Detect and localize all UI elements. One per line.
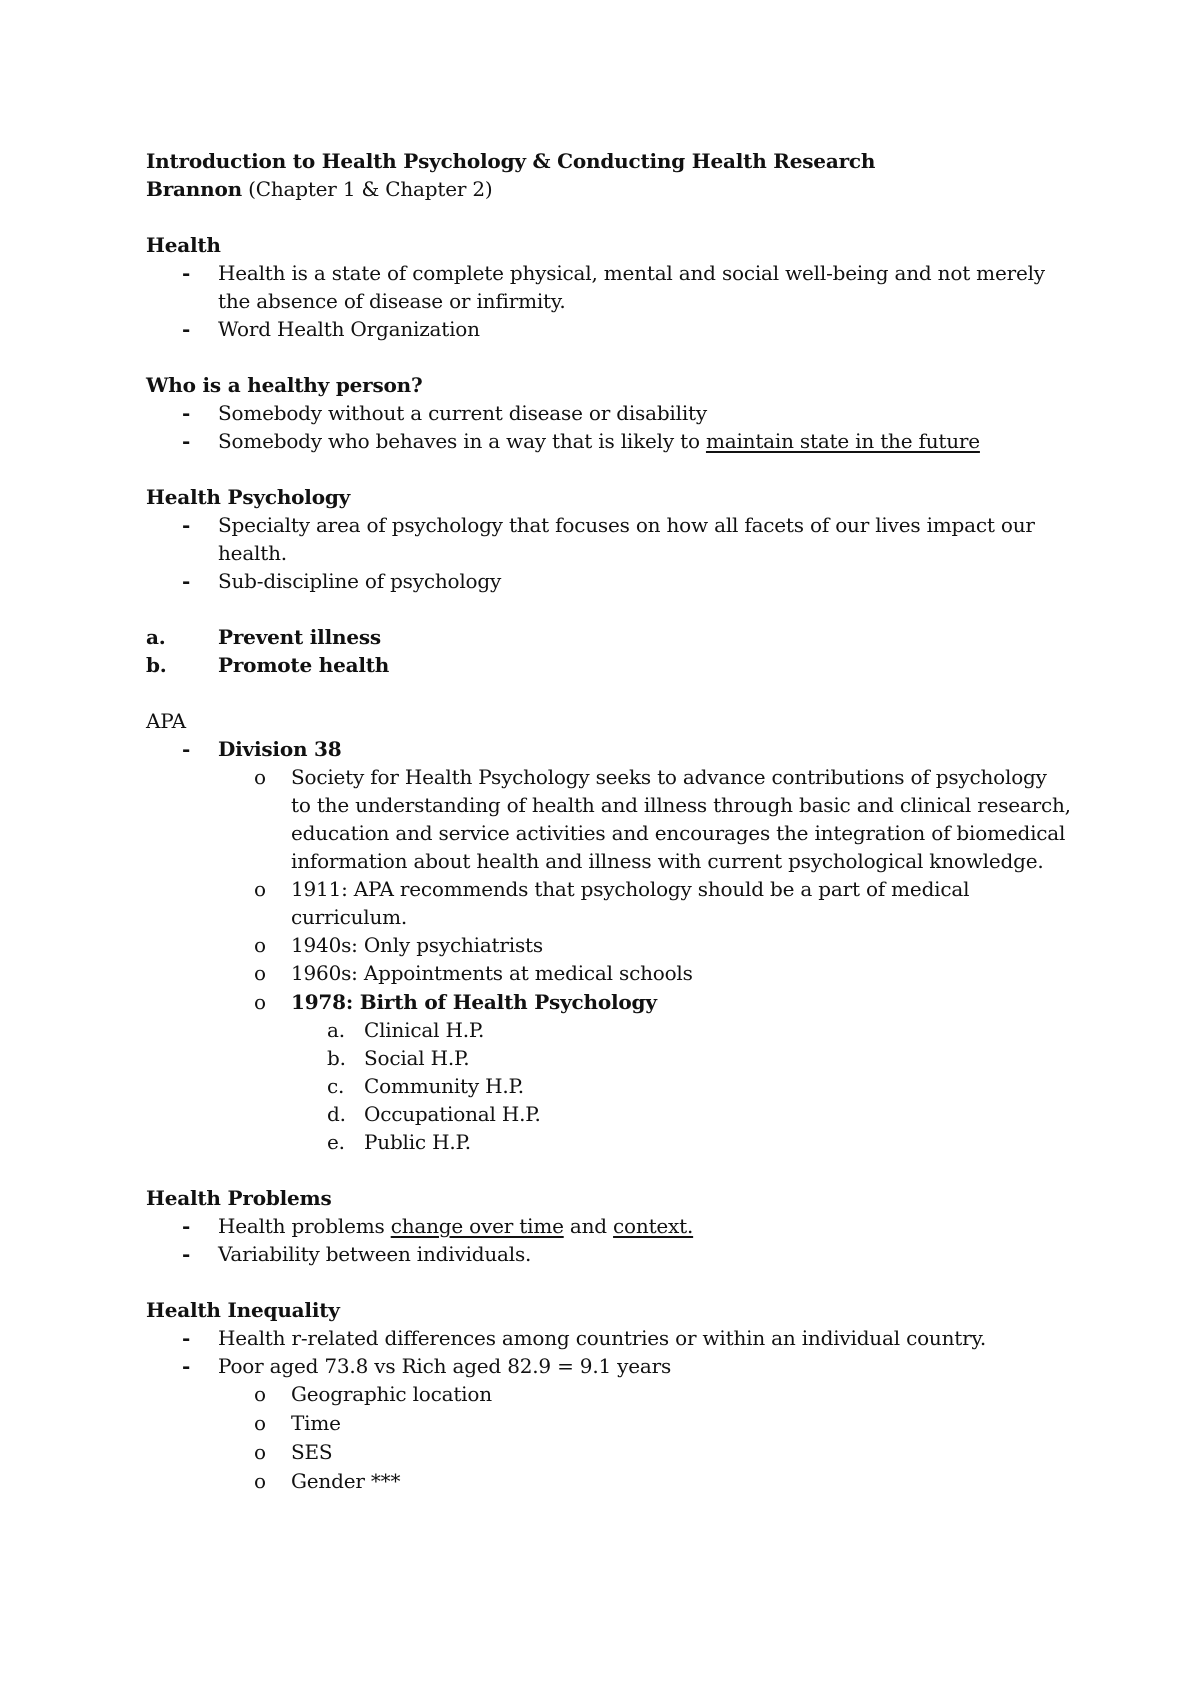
dash-bullet: - — [182, 513, 191, 537]
dash-bullet: - — [182, 1214, 191, 1238]
inequality-factor: Time — [291, 1411, 341, 1435]
dash-bullet: - — [182, 1326, 191, 1350]
apa-division: Division 38 — [218, 737, 342, 761]
branch-marker: c. — [327, 1074, 345, 1098]
item-text: Health problems — [218, 1214, 391, 1238]
healthy-person-item — [218, 427, 980, 455]
dash-bullet: - — [182, 401, 191, 425]
health-source: Word Health Organization — [218, 317, 480, 341]
section-heading-health-problems: Health Problems — [146, 1186, 332, 1210]
branch-marker: d. — [327, 1102, 346, 1126]
goal-marker: b. — [146, 653, 167, 677]
dash-bullet: - — [182, 737, 191, 761]
circle-bullet: o — [254, 933, 266, 957]
branch-label: Social H.P. — [364, 1046, 470, 1070]
circle-bullet: o — [254, 990, 266, 1014]
inequality-factor: Gender *** — [291, 1469, 401, 1493]
dash-bullet: - — [182, 1242, 191, 1266]
branch-label: Community H.P. — [364, 1074, 524, 1098]
history-1960s: 1960s: Appointments at medical schools — [291, 961, 693, 985]
health-problems-item — [218, 1212, 693, 1240]
item-text: and — [563, 1214, 614, 1238]
underlined-phrase: change over time — [390, 1214, 564, 1238]
circle-bullet: o — [254, 1440, 266, 1464]
dash-bullet: - — [182, 429, 191, 453]
health-definition: Health is a state of complete physical, mental and social well-being and not merely — [218, 261, 1045, 285]
history-1911: 1911: APA recommends that psychology should be a part of medical — [291, 877, 970, 901]
section-heading-health-inequality: Health Inequality — [146, 1298, 340, 1322]
health-inequality-item: Poor aged 73.8 vs Rich aged 82.9 = 9.1 years — [218, 1354, 672, 1378]
branch-label: Clinical H.P. — [364, 1018, 485, 1042]
underlined-phrase: context. — [613, 1214, 694, 1238]
dash-bullet: - — [182, 569, 191, 593]
section-heading-health-psychology: Health Psychology — [146, 485, 351, 509]
dash-bullet: - — [182, 261, 191, 285]
society-description: Society for Health Psychology seeks to advance contributions of psychology — [291, 765, 1047, 789]
dash-bullet: - — [182, 317, 191, 341]
goal-label: Promote health — [218, 653, 390, 677]
history-1911-continued: curriculum. — [291, 905, 408, 929]
history-1978: 1978: Birth of Health Psychology — [291, 990, 657, 1014]
circle-bullet: o — [254, 765, 266, 789]
health-psychology-item: Specialty area of psychology that focuses on how all facets of our lives impact our — [218, 513, 1035, 537]
health-psychology-item-continued: health. — [218, 541, 287, 565]
circle-bullet: o — [254, 1382, 266, 1406]
dash-bullet: - — [182, 1354, 191, 1378]
branch-marker: b. — [327, 1046, 346, 1070]
inequality-factor: Geographic location — [291, 1382, 492, 1406]
society-description-continued: to the understanding of health and illness through basic and clinical research, — [291, 793, 1071, 817]
document-subtitle — [146, 175, 493, 203]
section-heading-health: Health — [146, 233, 221, 257]
item-text: Somebody who behaves in a way that is likely to — [218, 429, 706, 453]
circle-bullet: o — [254, 1411, 266, 1435]
branch-label: Occupational H.P. — [364, 1102, 541, 1126]
branch-label: Public H.P. — [364, 1130, 471, 1154]
healthy-person-item: Somebody without a current disease or disability — [218, 401, 707, 425]
health-problems-item: Variability between individuals. — [218, 1242, 532, 1266]
chapter-reference: (Chapter 1 & Chapter 2) — [241, 177, 493, 201]
health-psychology-item: Sub-discipline of psychology — [218, 569, 502, 593]
health-definition-continued: the absence of disease or infirmity. — [218, 289, 566, 313]
circle-bullet: o — [254, 1469, 266, 1493]
health-inequality-item: Health r-related differences among countries or within an individual country. — [218, 1326, 987, 1350]
goal-marker: a. — [146, 625, 166, 649]
goal-label: Prevent illness — [218, 625, 381, 649]
branch-marker: a. — [327, 1018, 345, 1042]
circle-bullet: o — [254, 961, 266, 985]
author-name: Brannon — [146, 177, 242, 201]
history-1940s: 1940s: Only psychiatrists — [291, 933, 543, 957]
section-heading-apa: APA — [146, 709, 186, 733]
society-description-continued: information about health and illness with current psychological knowledge. — [291, 849, 1044, 873]
section-heading-healthy-person: Who is a healthy person? — [146, 373, 423, 397]
circle-bullet: o — [254, 877, 266, 901]
underlined-phrase: maintain state in the future — [705, 429, 980, 453]
inequality-factor: SES — [291, 1440, 333, 1464]
society-description-continued: education and service activities and encourages the integration of biomedical — [291, 821, 1066, 845]
branch-marker: e. — [327, 1130, 345, 1154]
document-title: Introduction to Health Psychology & Conducting Health Research — [146, 149, 876, 173]
